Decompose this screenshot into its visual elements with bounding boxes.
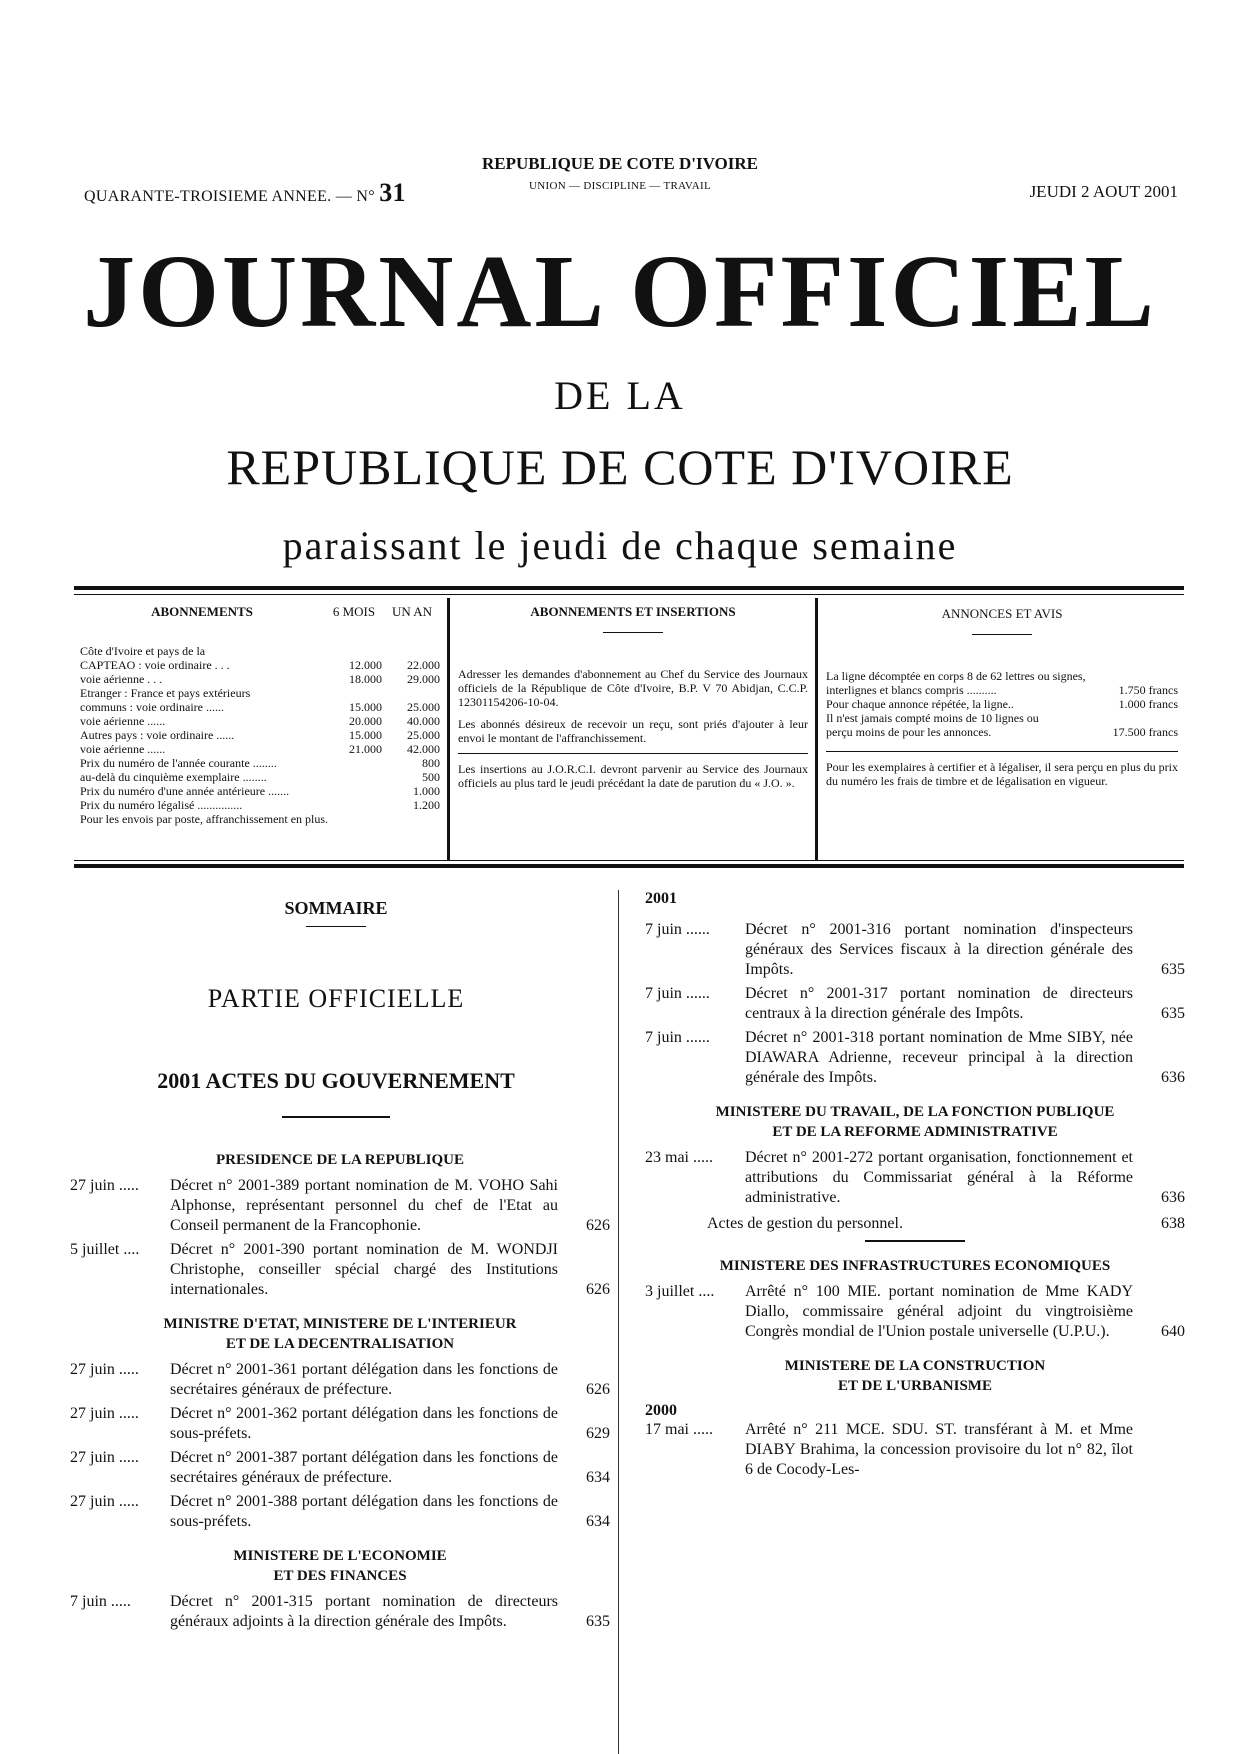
abonnement-row: [80, 812, 440, 826]
abonnement-row-an: 800: [422, 756, 440, 770]
entry-text: Décret n° 2001-387 portant délégation dans les fonctions de secrétaires généraux de préfecture.: [170, 1449, 558, 1486]
abonnement-row: [80, 742, 440, 756]
abonnements-box: [80, 604, 440, 826]
year-issue: QUARANTE-TROISIEME ANNEE. — N°: [84, 188, 375, 205]
republic-name: REPUBLIQUE DE COTE D'IVOIRE: [482, 154, 758, 173]
annonces-l1-price: 1.750 francs: [1118, 683, 1178, 697]
abonnement-row-label: voie aérienne ......: [80, 742, 166, 756]
sommaire-entry: [70, 1592, 610, 1632]
abonnement-row-an: [382, 644, 440, 658]
masthead-title: JOURNAL OFFICIEL: [83, 234, 1157, 349]
annonces-l2-price: 1.000 francs: [1118, 697, 1178, 711]
entry-text: Décret n° 2001-316 portant nomination d'inspecteurs généraux des Services fiscaux à la direction générale des Impôts.: [745, 921, 1133, 978]
abonnement-row: [80, 644, 440, 658]
masthead-frequency: paraissant le jeudi de chaque semaine: [282, 523, 958, 568]
sommaire-entry: [645, 1028, 1185, 1088]
entry-date: 17 mai .....: [645, 1421, 713, 1438]
right-year: 2001: [645, 890, 677, 907]
abonnement-row-label: voie aérienne . . .: [80, 672, 163, 686]
ministry-heading-line: MINISTERE DU TRAVAIL, DE LA FONCTION PUBLIQUE: [715, 1104, 1115, 1120]
insertions-p3: Les insertions au J.O.R.C.I. devront parvenir au Service des Journaux officiels au plus tard le jeudi précédant la date de parution du « J.O. ».: [458, 762, 808, 790]
insertions-title: ABONNEMENTS ET INSERTIONS: [530, 604, 736, 619]
sommaire-entry: [645, 920, 1185, 980]
top-rule-thick: [74, 586, 1184, 590]
abonnement-row-6mois: 20.000: [349, 714, 382, 728]
page-number: 635: [586, 1613, 610, 1630]
insertions-divider: [458, 753, 808, 754]
abonnement-row-an: [382, 812, 440, 826]
abonnement-row-an: [382, 686, 440, 700]
sommaire-entry: [645, 1148, 1185, 1208]
annonces-l2-text: Pour chaque annonce répétée, la ligne..: [826, 697, 1014, 711]
ministry-heading-line: MINISTERE DE L'ECONOMIE: [233, 1548, 447, 1564]
insertions-p2: Les abonnés désireux de recevoir un reçu, sont priés d'ajouter à leur envoi le montant de l'affranchissement.: [458, 717, 808, 745]
abonnement-row-an: 25.000: [407, 700, 440, 714]
sommaire-entry: [645, 984, 1185, 1024]
ministry-heading-line: ET DE LA DECENTRALISATION: [225, 1336, 455, 1352]
abonnement-row-an: 1.200: [413, 798, 440, 812]
entry-date: 3 juillet ....: [645, 1283, 715, 1300]
ministry-heading: [70, 1150, 610, 1170]
annonces-l3: [826, 711, 1178, 739]
sommaire-entry: [70, 1448, 610, 1488]
ministry-heading-line: ET DE L'URBANISME: [838, 1378, 992, 1394]
sommaire-entry: [645, 1282, 1185, 1342]
annonces-p4: Pour les exemplaires à certifier et à légaliser, il sera perçu en plus du prix du numéro les frais de timbre et de légalisation en vigueur.: [826, 760, 1178, 788]
abonnement-row-6mois: 18.000: [349, 672, 382, 686]
page-number: 626: [586, 1281, 610, 1298]
abonnement-row-label: au-delà du cinquième exemplaire ........: [80, 770, 267, 784]
ministry-heading-line: PRESIDENCE DE LA REPUBLIQUE: [216, 1152, 464, 1168]
entry-text: Arrêté n° 211 MCE. SDU. ST. transférant à M. et Mme DIABY Brahima, la concession provisoire du lot n° 82, îlot 6 de Cocody-Les-: [745, 1421, 1133, 1478]
abonnement-row-6mois: [330, 798, 382, 812]
bottom-rule-thin: [74, 860, 1184, 861]
gestion-text: Actes de gestion du personnel.: [707, 1215, 903, 1232]
ministry-heading: [645, 1256, 1185, 1276]
abonnement-row-an: 1.000: [413, 784, 440, 798]
page-number: 634: [586, 1469, 610, 1486]
abonnement-row-label: Prix du numéro d'une année antérieure .......: [80, 784, 290, 798]
abonnement-row: [80, 686, 440, 700]
abonnement-row-label: Autres pays : voie ordinaire ......: [80, 728, 235, 742]
abonnement-row: [80, 700, 440, 714]
entry-date: 7 juin ......: [645, 985, 710, 1002]
entry-date: 27 juin .....: [70, 1405, 139, 1422]
insertions-p1: Adresser les demandes d'abonnement au Chef du Service des Journaux officiels de la République de Côte d'Ivoire, B.P. V 70 Abidjan, C.C.P. 12301154206-10-04.: [458, 667, 808, 709]
entry-text: Décret n° 2001-318 portant nomination de Mme SIBY, née DIAWARA Adrienne, receveur principal à la direction générale des Impôts.: [745, 1029, 1133, 1086]
abonnement-row-6mois: 21.000: [349, 742, 382, 756]
annonces-l3-price: 17.500 francs: [1112, 725, 1178, 739]
sommaire-rule: [306, 926, 366, 927]
entry-date: 27 juin .....: [70, 1449, 139, 1466]
partie-officielle: PARTIE OFFICIELLE: [207, 984, 465, 1013]
sommaire-title: SOMMAIRE: [284, 898, 388, 918]
insertions-box: [458, 604, 808, 790]
entry-text: Arrêté n° 100 MIE. portant nomination de Mme KADY Diallo, commissaire général adjoint du vingtroisième Congrès mondial de l'Union postale universelle (U.P.U.).: [745, 1283, 1133, 1340]
box-divider-1: [447, 598, 450, 860]
gestion-entry: [707, 1214, 1185, 1234]
abonnement-row: [80, 658, 440, 672]
annonces-box: [826, 606, 1178, 788]
abonnement-row-label: communs : voie ordinaire ......: [80, 700, 224, 714]
abonnement-row: [80, 770, 440, 784]
page-number: 636: [1161, 1069, 1185, 1086]
top-rule-thin: [74, 594, 1184, 595]
masthead-de-la: DE LA: [554, 373, 686, 418]
entry-text: Décret n° 2001-317 portant nomination de directeurs centraux à la direction générale des Impôts.: [745, 985, 1133, 1022]
abonnement-row-6mois: 15.000: [349, 700, 382, 714]
abonnement-row-label: Pour les envois par poste, affranchissement en plus.: [80, 812, 329, 826]
ministry-heading: [70, 1314, 610, 1354]
masthead-republic: REPUBLIQUE DE COTE D'IVOIRE: [226, 439, 1014, 495]
abonnement-row: [80, 728, 440, 742]
col-un-an: UN AN: [391, 604, 433, 619]
page-number: 636: [1161, 1189, 1185, 1206]
abonnement-row-label: Prix du numéro légalisé ...............: [80, 798, 243, 812]
entry-date: 27 juin .....: [70, 1361, 139, 1378]
abonnement-row-label: Etranger : France et pays extérieurs: [80, 686, 251, 700]
sommaire-entry: [70, 1240, 610, 1300]
entry-date: 7 juin ......: [645, 1029, 710, 1046]
entry-text: Décret n° 2001-389 portant nomination de M. VOHO Sahi Alphonse, représentant personnel du chef de l'Etat au Conseil permanent de la Francophonie.: [170, 1177, 558, 1234]
abonnement-row-an: 42.000: [407, 742, 440, 756]
year-label: 2000: [645, 1402, 677, 1419]
entry-date: 23 mai .....: [645, 1149, 713, 1166]
issue-date: JEUDI 2 AOUT 2001: [1029, 182, 1178, 201]
page-number: 629: [586, 1425, 610, 1442]
sommaire-entry: [70, 1176, 610, 1236]
entry-text: Décret n° 2001-390 portant nomination de M. WONDJI Christophe, conseiller spécial chargé des Institutions internationales.: [170, 1241, 558, 1298]
abonnement-row-an: 40.000: [407, 714, 440, 728]
ministry-heading: [70, 1546, 610, 1586]
ministry-heading: [645, 1102, 1185, 1142]
sommaire-entry: [70, 1360, 610, 1400]
annonces-title-rule: [972, 634, 1032, 635]
page-number: 635: [1161, 1005, 1185, 1022]
ministry-heading-line: ET DES FINANCES: [273, 1568, 407, 1584]
page-number: 634: [586, 1513, 610, 1530]
abonnement-row-an: 25.000: [407, 728, 440, 742]
abonnement-row-6mois: [330, 756, 382, 770]
column-separator: [618, 890, 619, 1754]
abonnement-row: [80, 714, 440, 728]
entry-date: 27 juin .....: [70, 1177, 139, 1194]
abonnement-row: [80, 672, 440, 686]
bottom-rule-thick: [74, 864, 1184, 868]
sommaire-entry: [70, 1492, 610, 1532]
abonnement-row: [80, 784, 440, 798]
entry-text: Décret n° 2001-315 portant nomination de directeurs généraux adjoints à la direction générale des Impôts.: [170, 1593, 558, 1630]
abonnement-row-label: voie aérienne ......: [80, 714, 166, 728]
sommaire-entry: [70, 1404, 610, 1444]
abonnement-row-label: Côte d'Ivoire et pays de la: [80, 644, 206, 658]
issue-number: 31: [379, 178, 406, 207]
entry-text: Décret n° 2001-388 portant délégation dans les fonctions de sous-préfets.: [170, 1493, 558, 1530]
entry-date: 27 juin .....: [70, 1493, 139, 1510]
sommaire-left-column: [70, 1136, 610, 1636]
page-number: 635: [1161, 961, 1185, 978]
ministry-heading: [645, 1356, 1185, 1396]
box-divider-2: [815, 598, 818, 860]
abonnement-row-6mois: 15.000: [349, 728, 382, 742]
ministry-heading-line: MINISTERE DE LA CONSTRUCTION: [784, 1358, 1046, 1374]
abonnement-row-6mois: [330, 812, 382, 826]
actes-heading: 2001 ACTES DU GOUVERNEMENT: [157, 1068, 515, 1093]
abonnement-row: [80, 756, 440, 770]
annonces-l2: [826, 697, 1178, 711]
abonnement-row-6mois: [330, 686, 382, 700]
annonces-divider: [826, 751, 1178, 752]
abonnement-row-an: 29.000: [407, 672, 440, 686]
abonnement-row-label: Prix du numéro de l'année courante ........: [80, 756, 277, 770]
page-number: 626: [586, 1381, 610, 1398]
abonnement-row-6mois: [330, 784, 382, 798]
ministry-heading-line: MINISTERE DES INFRASTRUCTURES ECONOMIQUES: [719, 1258, 1111, 1274]
entry-date: 7 juin ......: [645, 921, 710, 938]
sommaire-entry: [645, 1420, 1185, 1480]
col-6mois: 6 MOIS: [332, 604, 376, 619]
page-number: 640: [1161, 1323, 1185, 1340]
entry-text: Décret n° 2001-362 portant délégation dans les fonctions de sous-préfets.: [170, 1405, 558, 1442]
ministry-heading-line: ET DE LA REFORME ADMINISTRATIVE: [772, 1124, 1058, 1140]
page-number: 626: [586, 1217, 610, 1234]
annonces-l1-text: La ligne décomptée en corps 8 de 62 lettres ou signes, interlignes et blancs compris ..........: [826, 669, 1086, 697]
abonnements-rows: [80, 644, 440, 826]
entry-date: 5 juillet ....: [70, 1241, 140, 1258]
actes-rule: [282, 1116, 390, 1118]
abonnement-row-6mois: [330, 770, 382, 784]
entry-text: Décret n° 2001-272 portant organisation, fonctionnement et attributions du Commissariat général à la Réforme administrative.: [745, 1149, 1133, 1206]
page-number: 638: [1161, 1215, 1185, 1232]
motto: UNION — DISCIPLINE — TRAVAIL: [529, 180, 711, 192]
entry-date: 7 juin .....: [70, 1593, 131, 1610]
abonnement-row: [80, 798, 440, 812]
annonces-l1: [826, 669, 1178, 697]
annonces-l3-text: Il n'est jamais compté moins de 10 lignes ou perçu moins de pour les annonces.: [826, 711, 1039, 739]
abonnement-row-an: 500: [422, 770, 440, 784]
entry-text: Décret n° 2001-361 portant délégation dans les fonctions de secrétaires généraux de préfecture.: [170, 1361, 558, 1398]
section-rule: [865, 1240, 965, 1242]
abonnement-row-6mois: [330, 644, 382, 658]
insertions-title-rule: [603, 632, 663, 633]
annonces-title: ANNONCES ET AVIS: [941, 606, 1063, 621]
abonnements-title: ABONNEMENTS: [151, 604, 253, 619]
sommaire-right-column: [645, 920, 1185, 1484]
abonnement-row-6mois: 12.000: [349, 658, 382, 672]
abonnement-row-an: 22.000: [407, 658, 440, 672]
abonnement-row-label: CAPTEAO : voie ordinaire . . .: [80, 658, 230, 672]
ministry-heading-line: MINISTRE D'ETAT, MINISTERE DE L'INTERIEUR: [163, 1316, 517, 1332]
